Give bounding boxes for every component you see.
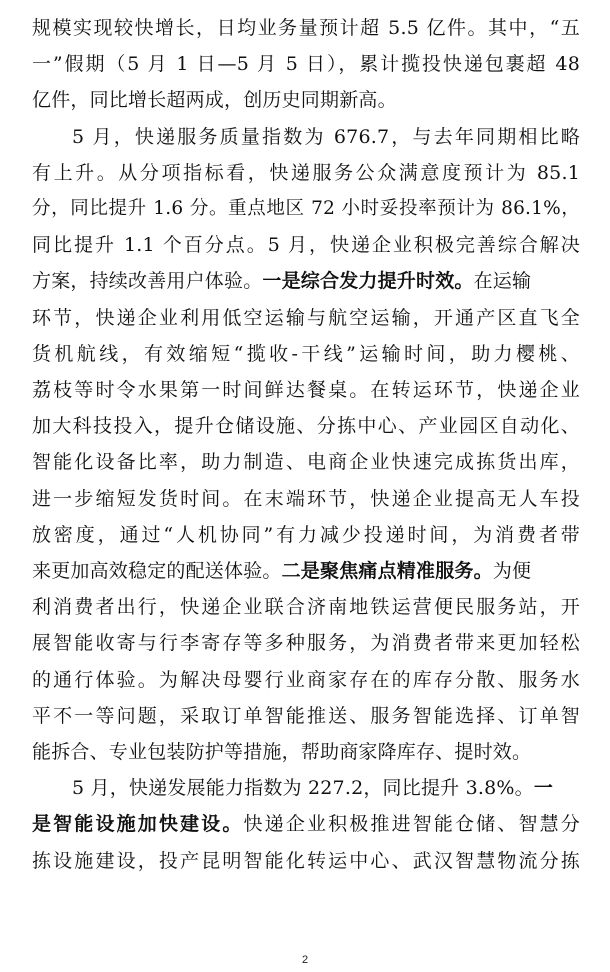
text-run: 来更加高效稳定的配送体验。 bbox=[32, 560, 282, 582]
text-line: 亿件，同比增长超两成，创历史同期新高。 bbox=[32, 89, 397, 112]
text-line bbox=[32, 806, 580, 842]
text-line: 分，同比提升 1.6 分。重点地区 72 小时妥投率预计为 86.1%， bbox=[32, 198, 580, 219]
text-run: 5 月，快递发展能力指数为 227.2，同比提升 3.8%。 bbox=[72, 777, 534, 800]
text-line: 展智能收寄与行李寄存等多种服务，为消费者带来更加轻松 bbox=[32, 632, 580, 655]
text-line: 货机航线，有效缩短“揽收-干线”运输时间，助力樱桃、 bbox=[32, 342, 580, 365]
text-line: 5 月，快递服务质量指数为 676.7，与去年同期相比略 bbox=[72, 125, 580, 148]
text-run: 方案，持续改善用户体验。 bbox=[32, 270, 263, 293]
bold-heading: 一是综合发力提升时效。 bbox=[262, 270, 474, 293]
text-line: 同比提升 1.1 个百分点。5 月，快递企业积极完善综合解决 bbox=[32, 234, 580, 257]
text-line: 平不一等问题，采取订单智能推送、服务智能选择、订单智 bbox=[32, 704, 580, 727]
text-line: 智能化设备比率，助力制造、电商企业快速完成拣货出库， bbox=[32, 451, 580, 474]
text-run: 在运输 bbox=[473, 270, 532, 293]
text-line bbox=[32, 263, 580, 299]
text-line: 利消费者出行，快递企业联合济南地铁运营便民服务站，开 bbox=[32, 596, 580, 619]
bold-heading: 是智能设施加快建设。 bbox=[32, 813, 244, 836]
text-line bbox=[72, 770, 580, 806]
text-line: 的通行体验。为解决母婴行业商家存在的库存分散、服务水 bbox=[32, 668, 580, 691]
text-run: 为便 bbox=[492, 560, 532, 582]
bold-heading: 二是聚焦痛点精准服务。 bbox=[281, 560, 493, 582]
text-line: 规模实现较快增长，日均业务量预计超 5.5 亿件。其中，“五 bbox=[32, 17, 580, 39]
text-line: 有上升。从分项指标看，快递服务公众满意度预计为 85.1 bbox=[32, 161, 580, 184]
text-line: 一”假期（5 月 1 日—5 月 5 日），累计揽投快递包裹超 48 bbox=[32, 53, 580, 76]
text-line: 进一步缩短发货时间。在末端环节，快递企业提高无人车投 bbox=[32, 487, 580, 510]
text-line: 拣设施建设，投产昆明智能化转运中心、武汉智慧物流分拣 bbox=[32, 849, 580, 872]
text-line: 加大科技投入，提升仓储设施、分拣中心、产业园区自动化、 bbox=[32, 415, 580, 438]
text-line bbox=[32, 553, 580, 589]
text-line: 能拆合、专业包装防护等措施，帮助商家降库存、提时效。 bbox=[32, 741, 532, 763]
text-line: 放密度，通过“人机协同”有力减少投递时间，为消费者带 bbox=[32, 523, 580, 546]
page-number: 2 bbox=[301, 954, 309, 966]
bold-heading: 一 bbox=[533, 777, 554, 800]
text-line: 环节，快递企业利用低空运输与航空运输，开通产区直飞全 bbox=[32, 306, 580, 329]
text-run: 快递企业积极推进智能仓储、智慧分 bbox=[243, 813, 580, 836]
text-line: 荔枝等时令水果第一时间鲜达餐桌。在转运环节，快递企业 bbox=[32, 379, 580, 401]
